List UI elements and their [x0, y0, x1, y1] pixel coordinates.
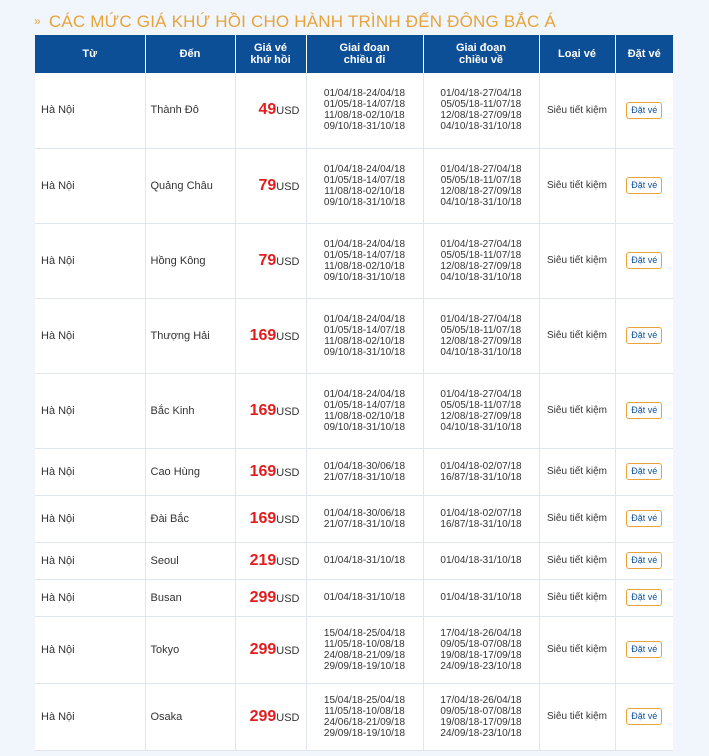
cell-return-period — [423, 542, 539, 579]
cell-return-period — [423, 373, 539, 448]
book-button[interactable]: Đặt vé — [626, 641, 662, 658]
price-currency: USD — [276, 711, 300, 724]
return-date-range: 01/04/18-31/10/18 — [440, 592, 522, 603]
return-date-range: 04/10/18-31/10/18 — [440, 121, 522, 133]
col-header-outbound — [306, 35, 423, 73]
outbound-date-range: 09/10/18-31/10/18 — [323, 346, 406, 358]
outbound-date-range: 11/08/18-02/10/18 — [324, 260, 405, 272]
cell-ticket-type: Siêu tiết kiệm — [539, 579, 615, 616]
outbound-date-range: 15/04/18-25/04/18 — [323, 694, 406, 706]
book-button[interactable]: Đặt vé — [626, 589, 662, 606]
price-amount: 169 — [249, 326, 277, 344]
outbound-date-range: 01/04/18-30/06/18 — [323, 460, 406, 472]
table-row — [35, 148, 673, 223]
cell-to: Seoul — [145, 542, 235, 579]
double-chevron-down-icon: » — [34, 14, 41, 28]
outbound-date-range: 01/04/18-24/04/18 — [323, 313, 406, 325]
table-row — [35, 683, 673, 750]
return-date-range: 12/08/18-27/09/18 — [440, 335, 522, 347]
cell-to: Thượng Hải — [145, 298, 235, 373]
book-button[interactable]: Đặt vé — [626, 177, 662, 194]
outbound-date-range: 11/08/18-02/10/18 — [324, 110, 405, 122]
outbound-date-range: 09/10/18-31/10/18 — [323, 196, 406, 208]
cell-ticket-type: Siêu tiết kiệm — [539, 616, 615, 683]
col-header-price-line1: Giá vé — [253, 42, 288, 54]
table-row — [35, 579, 673, 616]
outbound-date-range: 09/10/18-31/10/18 — [323, 421, 406, 433]
table-row — [35, 73, 673, 148]
return-date-range: 01/04/18-02/07/18 — [440, 460, 522, 472]
cell-from: Hà Nội — [35, 298, 145, 373]
cell-outbound-period — [306, 223, 423, 298]
price-amount: 49 — [258, 101, 277, 119]
return-date-range: 05/05/18-11/07/18 — [440, 249, 522, 261]
table-row — [35, 542, 673, 579]
cell-to: Osaka — [145, 683, 235, 750]
return-date-range: 05/05/18-11/07/18 — [440, 99, 522, 111]
outbound-date-range: 01/04/18-24/04/18 — [323, 388, 406, 400]
cell-outbound-period — [306, 542, 423, 579]
cell-outbound-period — [306, 298, 423, 373]
price-amount: 169 — [249, 509, 277, 527]
outbound-date-range: 01/05/18-14/07/18 — [323, 99, 406, 111]
cell-to: Đài Bắc — [145, 495, 235, 542]
return-date-range: 16/87/18-31/10/18 — [440, 471, 522, 483]
col-header-outbound-line2: chiều đi — [343, 54, 386, 66]
cell-from: Hà Nội — [35, 683, 145, 750]
outbound-date-range: 15/04/18-25/04/18 — [323, 627, 406, 639]
outbound-date-range: 11/08/18-02/10/18 — [324, 410, 405, 422]
cell-from: Hà Nội — [35, 616, 145, 683]
cell-from: Hà Nội — [35, 73, 145, 148]
cell-from: Hà Nội — [35, 495, 145, 542]
return-date-range: 24/09/18-23/10/18 — [440, 727, 522, 739]
cell-to: Bắc Kinh — [145, 373, 235, 448]
price-currency: USD — [276, 466, 300, 479]
price-amount: 219 — [249, 551, 277, 569]
outbound-date-range: 24/06/18-21/09/18 — [323, 716, 406, 728]
return-date-range: 17/04/18-26/04/18 — [440, 694, 522, 706]
book-button[interactable]: Đặt vé — [626, 102, 662, 119]
cell-from: Hà Nội — [35, 448, 145, 495]
book-button[interactable]: Đặt vé — [626, 252, 662, 269]
outbound-date-range: 29/09/18-19/10/18 — [323, 727, 406, 739]
cell-from: Hà Nội — [35, 148, 145, 223]
cell-ticket-type: Siêu tiết kiệm — [539, 298, 615, 373]
return-date-range: 16/87/18-31/10/18 — [440, 518, 522, 530]
price-amount: 299 — [249, 707, 277, 725]
cell-price — [235, 579, 306, 616]
cell-book — [615, 495, 673, 542]
outbound-date-range: 01/05/18-14/07/18 — [323, 249, 406, 261]
cell-ticket-type: Siêu tiết kiệm — [539, 223, 615, 298]
col-header-price-line2: khứ hồi — [250, 54, 291, 66]
col-header-to: Đến — [145, 35, 235, 73]
return-date-range: 01/04/18-27/04/18 — [440, 313, 522, 325]
cell-to: Cao Hùng — [145, 448, 235, 495]
return-date-range: 04/10/18-31/10/18 — [440, 196, 522, 208]
return-date-range: 12/08/18-27/09/18 — [440, 410, 522, 422]
cell-outbound-period — [306, 683, 423, 750]
fare-table — [35, 35, 673, 751]
outbound-date-range: 01/04/18-24/04/18 — [323, 88, 406, 100]
cell-book — [615, 373, 673, 448]
outbound-date-range: 01/05/18-14/07/18 — [323, 399, 406, 411]
cell-price — [235, 448, 306, 495]
outbound-date-range: 21/07/18-31/10/18 — [323, 518, 406, 530]
cell-price — [235, 298, 306, 373]
price-currency: USD — [276, 555, 300, 568]
section-title: CÁC MỨC GIÁ KHỨ HỒI CHO HÀNH TRÌNH ĐẾN ĐÔNG BẮC Á — [48, 12, 556, 31]
outbound-date-range: 01/04/18-24/04/18 — [323, 163, 406, 175]
price-currency: USD — [276, 255, 300, 268]
return-date-range: 05/05/18-11/07/18 — [440, 324, 522, 336]
book-button[interactable]: Đặt vé — [626, 402, 662, 419]
outbound-date-range: 01/05/18-14/07/18 — [323, 174, 406, 186]
cell-price — [235, 542, 306, 579]
cell-return-period — [423, 148, 539, 223]
col-header-from: Từ — [35, 35, 145, 73]
return-date-range: 19/08/18-17/09/18 — [440, 716, 522, 728]
cell-outbound-period — [306, 448, 423, 495]
cell-return-period — [423, 73, 539, 148]
book-button[interactable]: Đặt vé — [626, 510, 662, 527]
col-header-price — [235, 35, 306, 73]
cell-return-period — [423, 298, 539, 373]
return-date-range: 01/04/18-02/07/18 — [440, 507, 522, 519]
cell-book — [615, 73, 673, 148]
return-date-range: 17/04/18-26/04/18 — [440, 627, 522, 639]
cell-ticket-type: Siêu tiết kiệm — [539, 495, 615, 542]
cell-from: Hà Nội — [35, 579, 145, 616]
cell-book — [615, 616, 673, 683]
cell-price — [235, 616, 306, 683]
outbound-date-range: 21/07/18-31/10/18 — [323, 471, 406, 483]
return-date-range: 12/08/18-27/09/18 — [440, 110, 522, 122]
cell-return-period — [423, 683, 539, 750]
price-amount: 79 — [258, 251, 277, 269]
cell-return-period — [423, 579, 539, 616]
cell-ticket-type: Siêu tiết kiệm — [539, 683, 615, 750]
cell-outbound-period — [306, 579, 423, 616]
cell-outbound-period — [306, 73, 423, 148]
outbound-date-range: 11/05/18-10/08/18 — [324, 638, 405, 650]
price-currency: USD — [276, 513, 300, 526]
cell-book — [615, 448, 673, 495]
cell-book — [615, 223, 673, 298]
cell-from: Hà Nội — [35, 542, 145, 579]
price-amount: 79 — [258, 176, 277, 194]
return-date-range: 01/04/18-27/04/18 — [440, 163, 522, 175]
cell-to: Hồng Kông — [145, 223, 235, 298]
cell-price — [235, 148, 306, 223]
cell-from: Hà Nội — [35, 373, 145, 448]
table-row — [35, 373, 673, 448]
cell-price — [235, 373, 306, 448]
table-row — [35, 223, 673, 298]
cell-from: Hà Nội — [35, 223, 145, 298]
outbound-date-range: 01/04/18-31/10/18 — [323, 555, 406, 566]
cell-outbound-period — [306, 616, 423, 683]
price-amount: 299 — [249, 640, 277, 658]
price-currency: USD — [276, 180, 300, 193]
cell-ticket-type: Siêu tiết kiệm — [539, 73, 615, 148]
cell-book — [615, 298, 673, 373]
return-date-range: 01/04/18-27/04/18 — [440, 388, 522, 400]
book-button[interactable]: Đặt vé — [626, 327, 662, 344]
table-row — [35, 495, 673, 542]
outbound-date-range: 09/10/18-31/10/18 — [323, 271, 406, 283]
outbound-date-range: 01/04/18-30/06/18 — [323, 507, 406, 519]
cell-book — [615, 579, 673, 616]
cell-price — [235, 223, 306, 298]
cell-price — [235, 73, 306, 148]
book-button[interactable]: Đặt vé — [626, 708, 662, 725]
return-date-range: 04/10/18-31/10/18 — [440, 421, 522, 433]
price-currency: USD — [276, 592, 300, 605]
col-header-return-line2: chiều về — [458, 54, 504, 66]
outbound-date-range: 11/05/18-10/08/18 — [324, 705, 405, 717]
table-row — [35, 298, 673, 373]
return-date-range: 04/10/18-31/10/18 — [440, 346, 522, 358]
cell-to: Busan — [145, 579, 235, 616]
book-button[interactable]: Đặt vé — [626, 463, 662, 480]
cell-ticket-type: Siêu tiết kiệm — [539, 148, 615, 223]
cell-outbound-period — [306, 373, 423, 448]
col-header-return — [423, 35, 539, 73]
outbound-date-range: 01/04/18-31/10/18 — [323, 592, 406, 603]
return-date-range: 24/09/18-23/10/18 — [440, 660, 522, 672]
price-amount: 169 — [249, 401, 277, 419]
return-date-range: 01/04/18-27/04/18 — [440, 238, 522, 250]
cell-return-period — [423, 616, 539, 683]
return-date-range: 05/05/18-11/07/18 — [440, 399, 522, 411]
outbound-date-range: 11/08/18-02/10/18 — [324, 185, 405, 197]
outbound-date-range: 01/04/18-24/04/18 — [323, 238, 406, 250]
cell-price — [235, 683, 306, 750]
cell-book — [615, 148, 673, 223]
price-amount: 169 — [249, 462, 277, 480]
outbound-date-range: 29/09/18-19/10/18 — [323, 660, 406, 672]
section-heading — [34, 10, 556, 34]
price-currency: USD — [276, 330, 300, 343]
cell-price — [235, 495, 306, 542]
outbound-date-range: 24/08/18-21/09/18 — [323, 649, 406, 661]
return-date-range: 01/04/18-31/10/18 — [440, 555, 522, 566]
col-header-return-line1: Giai đoạn — [455, 42, 507, 54]
cell-book — [615, 542, 673, 579]
cell-return-period — [423, 223, 539, 298]
cell-return-period — [423, 495, 539, 542]
return-date-range: 09/05/18-07/08/18 — [440, 638, 522, 650]
book-button[interactable]: Đặt vé — [626, 552, 662, 569]
cell-to: Thành Đô — [145, 73, 235, 148]
cell-return-period — [423, 448, 539, 495]
cell-outbound-period — [306, 495, 423, 542]
price-currency: USD — [276, 644, 300, 657]
cell-ticket-type: Siêu tiết kiệm — [539, 448, 615, 495]
cell-to: Quảng Châu — [145, 148, 235, 223]
col-header-book: Đặt vé — [615, 35, 673, 73]
return-date-range: 05/05/18-11/07/18 — [440, 174, 522, 186]
return-date-range: 19/08/18-17/09/18 — [440, 649, 522, 661]
return-date-range: 09/05/18-07/08/18 — [440, 705, 522, 717]
col-header-ticket-type: Loại vé — [539, 35, 615, 73]
price-amount: 299 — [249, 588, 277, 606]
table-header-row — [35, 35, 673, 73]
return-date-range: 01/04/18-27/04/18 — [440, 88, 522, 100]
outbound-date-range: 01/05/18-14/07/18 — [323, 324, 406, 336]
outbound-date-range: 09/10/18-31/10/18 — [323, 121, 406, 133]
table-row — [35, 448, 673, 495]
cell-outbound-period — [306, 148, 423, 223]
return-date-range: 12/08/18-27/09/18 — [440, 185, 522, 197]
col-header-outbound-line1: Giai đoạn — [339, 42, 390, 54]
outbound-date-range: 11/08/18-02/10/18 — [324, 335, 405, 347]
cell-ticket-type: Siêu tiết kiệm — [539, 373, 615, 448]
return-date-range: 04/10/18-31/10/18 — [440, 271, 522, 283]
cell-ticket-type: Siêu tiết kiệm — [539, 542, 615, 579]
cell-book — [615, 683, 673, 750]
price-currency: USD — [276, 105, 300, 118]
table-row — [35, 616, 673, 683]
return-date-range: 12/08/18-27/09/18 — [440, 260, 522, 272]
price-currency: USD — [276, 405, 300, 418]
cell-to: Tokyo — [145, 616, 235, 683]
